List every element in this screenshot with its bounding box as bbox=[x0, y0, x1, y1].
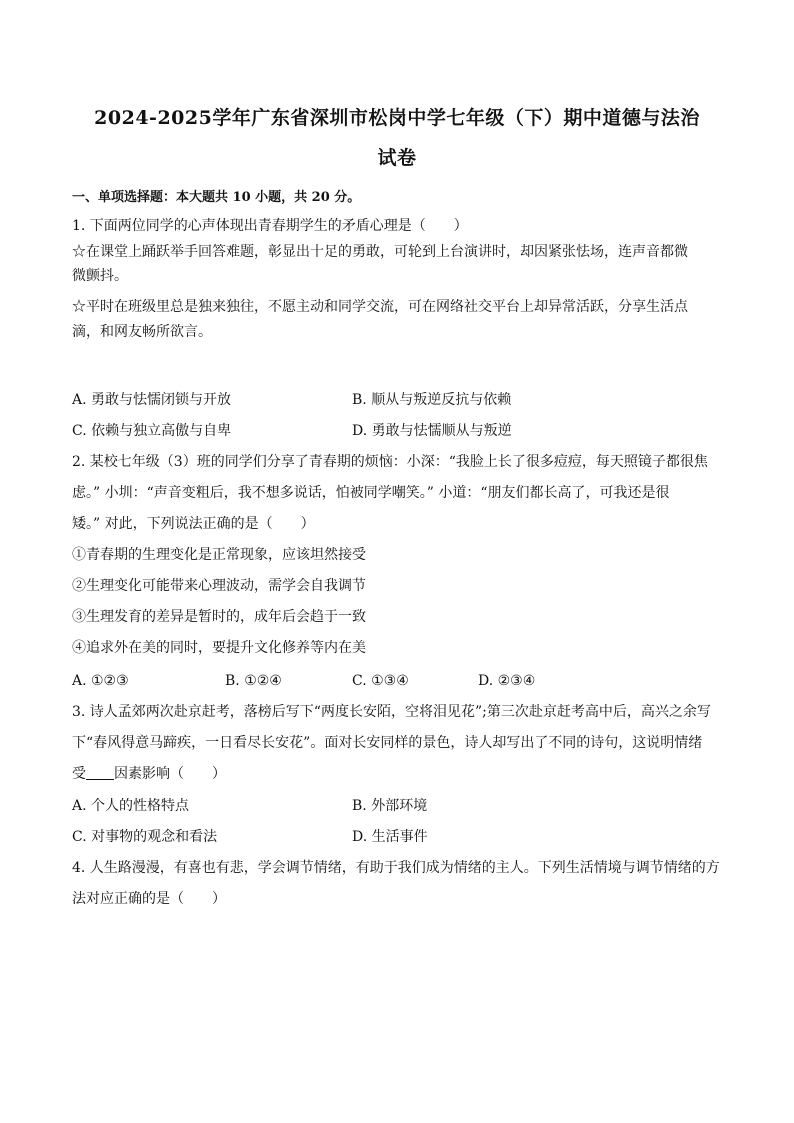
q4-stem-line2: 法对应正确的是（ ） bbox=[72, 891, 226, 907]
q3-option-c[interactable]: C. 对事物的观念和看法 bbox=[72, 829, 218, 845]
q2-statement-4: ④追求外在美的同时，要提升文化修养等内在美 bbox=[72, 640, 366, 656]
q1-statement-2a: ☆平时在班级里总是独来独往，不愿主动和同学交流，可在网络社交平台上却异常活跃，分享生活点 bbox=[72, 299, 688, 315]
answer-blank bbox=[86, 765, 114, 780]
q1-stem: 1. 下面两位同学的心声体现出青春期学生的矛盾心理是（ ） bbox=[72, 218, 468, 234]
q2-stem-line1: 2. 某校七年级（3）班的同学们分享了青春期的烦恼：小深：“我脸上长了很多痘痘，每天照镜子都很焦 bbox=[72, 454, 708, 470]
q2-option-a[interactable]: A. ①②③ bbox=[72, 673, 129, 689]
q3-stem-line3 bbox=[72, 764, 732, 784]
q2-statement-1: ①青春期的生理变化是正常现象，应该坦然接受 bbox=[72, 547, 366, 563]
q1-statement-2b: 滴，和网友畅所欲言。 bbox=[72, 324, 212, 340]
q1-option-b[interactable]: B. 顺从与叛逆反抗与依赖 bbox=[352, 392, 512, 408]
q2-stem-line3: 矮。” 对此，下列说法正确的是（ ） bbox=[72, 516, 315, 532]
q3-stem-line1: 3. 诗人孟郊两次赴京赶考，落榜后写下“两度长安陌，空将泪见花”;第三次赴京赶考高中后，高兴之余写 bbox=[72, 704, 711, 720]
q1-option-c[interactable]: C. 依赖与独立高傲与自卑 bbox=[72, 423, 232, 439]
q2-stem-line2: 虑。” 小圳：“声音变粗后，我不想多说话，怕被同学嘲笑。” 小道：“朋友们都长高了，可我还是很 bbox=[72, 485, 670, 501]
q2-option-c[interactable]: C. ①③④ bbox=[352, 673, 409, 689]
q4-stem-line1: 4. 人生路漫漫，有喜也有悲，学会调节情绪，有助于我们成为情绪的主人。下列生活情境与调节情绪的方 bbox=[72, 860, 720, 876]
exam-title-line1: 2024-2025学年广东省深圳市松岗中学七年级（下）期中道德与法治 bbox=[94, 107, 700, 129]
q3-option-b[interactable]: B. 外部环境 bbox=[352, 798, 428, 814]
q2-statement-3: ③生理发育的差异是暂时的，成年后会趋于一致 bbox=[72, 609, 366, 625]
q2-statement-2: ②生理变化可能带来心理波动，需学会自我调节 bbox=[72, 578, 366, 594]
q2-option-d[interactable]: D. ②③④ bbox=[478, 673, 536, 689]
q2-option-b[interactable]: B. ①②④ bbox=[225, 673, 282, 689]
q3-option-a[interactable]: A. 个人的性格特点 bbox=[72, 798, 190, 814]
q3-option-d[interactable]: D. 生活事件 bbox=[352, 829, 428, 845]
section-heading: 一、单项选择题：本大题共 10 小题，共 20 分。 bbox=[72, 190, 361, 205]
q1-option-a[interactable]: A. 勇敢与怯懦闭锁与开放 bbox=[72, 392, 232, 408]
q3-stem-line2: 下“春风得意马蹄疾，一日看尽长安花”。面对长安同样的景色，诗人却写出了不同的诗句，这说明情绪 bbox=[72, 735, 703, 751]
q3-stem-prefix: 受 bbox=[72, 766, 86, 782]
exam-title-line2: 试卷 bbox=[377, 147, 417, 169]
q1-statement-1b: 微颤抖。 bbox=[72, 268, 128, 284]
q3-stem-suffix: 因素影响（ ） bbox=[114, 766, 226, 782]
q1-option-d[interactable]: D. 勇敢与怯懦顺从与叛逆 bbox=[352, 423, 512, 439]
q1-statement-1a: ☆在课堂上踊跃举手回答难题，彰显出十足的勇敢，可轮到上台演讲时，却因紧张怯场，连声音都微 bbox=[72, 244, 688, 260]
